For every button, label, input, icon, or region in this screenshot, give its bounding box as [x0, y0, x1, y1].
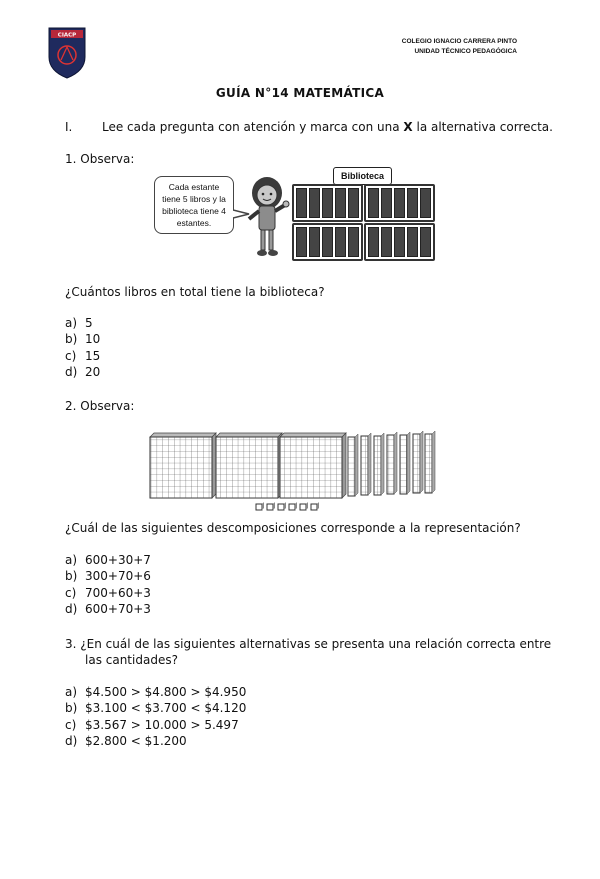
ten-rod	[387, 432, 397, 494]
q2-label: 2. Observa:	[65, 399, 135, 413]
girl-illustration	[243, 175, 291, 260]
book	[394, 188, 405, 218]
q2-question: ¿Cuál de las siguientes descomposiciones corresponde a la representación?	[65, 521, 521, 535]
one-cube	[289, 502, 297, 510]
ten-rod	[413, 431, 423, 493]
book	[420, 227, 431, 257]
q1-label: 1. Observa:	[65, 152, 135, 166]
book	[368, 188, 379, 218]
one-cube	[267, 502, 275, 510]
ten-rod	[361, 433, 371, 495]
book	[407, 188, 418, 218]
ten-rod	[425, 431, 435, 493]
book	[420, 188, 431, 218]
option-c[interactable]: c) $3.567 > 10.000 > 5.497	[65, 717, 239, 732]
option-c[interactable]: c) 700+60+3	[65, 585, 151, 600]
book	[368, 227, 379, 257]
school-unit: UNIDAD TÉCNICO PEDAGÓGICA	[414, 48, 517, 55]
option-b[interactable]: b) $3.100 < $3.700 < $4.120	[65, 701, 247, 716]
page-title: GUÍA N°14 MATEMÁTICA	[215, 86, 385, 100]
bubble-line: estantes.	[176, 218, 212, 228]
option-a[interactable]: a) 5	[65, 316, 93, 330]
book	[348, 188, 359, 218]
ten-rod	[400, 432, 410, 494]
one-cube	[311, 502, 319, 510]
book	[348, 227, 359, 257]
ten-rod	[374, 433, 384, 495]
q3-options	[65, 684, 246, 749]
hundred-block	[280, 433, 346, 498]
instruction-pre: Lee cada pregunta con atención y marca con una	[102, 120, 404, 134]
bubble-line: tiene 5 libros y la	[162, 194, 226, 204]
hundred-block	[150, 433, 216, 498]
ten-rod	[348, 434, 358, 496]
q3-question-line2: las cantidades?	[85, 653, 178, 667]
bookshelf	[364, 184, 435, 222]
book	[381, 227, 392, 257]
one-cube	[300, 502, 308, 510]
book	[322, 227, 333, 257]
speech-bubble	[154, 176, 234, 234]
book	[309, 227, 320, 257]
tens-rods	[348, 431, 435, 496]
book	[296, 188, 307, 218]
q1-options	[65, 315, 100, 380]
option-d[interactable]: d) 600+70+3	[65, 601, 151, 616]
q3-question-line1: 3. ¿En cuál de las siguientes alternativas se presenta una relación correcta entre	[65, 637, 552, 651]
school-header	[402, 37, 517, 57]
book	[309, 188, 320, 218]
bookshelf	[292, 223, 363, 261]
one-cube	[256, 502, 264, 510]
book	[296, 227, 307, 257]
section-number: I.	[65, 120, 73, 134]
book	[407, 227, 418, 257]
book	[335, 227, 346, 257]
book	[322, 188, 333, 218]
option-d[interactable]: d) 20	[65, 364, 101, 379]
option-a[interactable]: a) 600+30+7	[65, 553, 151, 567]
option-d[interactable]: d) $2.800 < $1.200	[65, 733, 187, 748]
section-instruction	[102, 119, 553, 135]
ones-cubes	[256, 502, 319, 510]
library-label: Biblioteca	[333, 167, 392, 185]
option-a[interactable]: a) $4.500 > $4.800 > $4.950	[65, 685, 247, 699]
school-logo	[48, 27, 86, 79]
bubble-line: Cada estante	[168, 182, 220, 192]
hundreds-blocks	[150, 433, 346, 498]
option-c[interactable]: c) 15	[65, 348, 101, 363]
school-name: COLEGIO IGNACIO CARRERA PINTO	[401, 38, 517, 45]
option-b[interactable]: b) 300+70+6	[65, 569, 151, 584]
hundred-block	[216, 433, 282, 498]
book	[394, 227, 405, 257]
logo-text: CIACP	[57, 32, 77, 39]
option-b[interactable]: b) 10	[65, 332, 101, 347]
q1-question: ¿Cuántos libros en total tiene la biblioteca?	[65, 285, 325, 299]
base-ten-blocks	[145, 428, 440, 516]
instruction-mark: X	[403, 120, 413, 134]
bookshelf	[292, 184, 363, 222]
bubble-line: biblioteca tiene 4	[162, 206, 226, 216]
q2-options	[65, 552, 151, 617]
bookshelf	[364, 223, 435, 261]
one-cube	[278, 502, 286, 510]
book	[381, 188, 392, 218]
instruction-post: la alternativa correcta.	[412, 120, 553, 134]
book	[335, 188, 346, 218]
